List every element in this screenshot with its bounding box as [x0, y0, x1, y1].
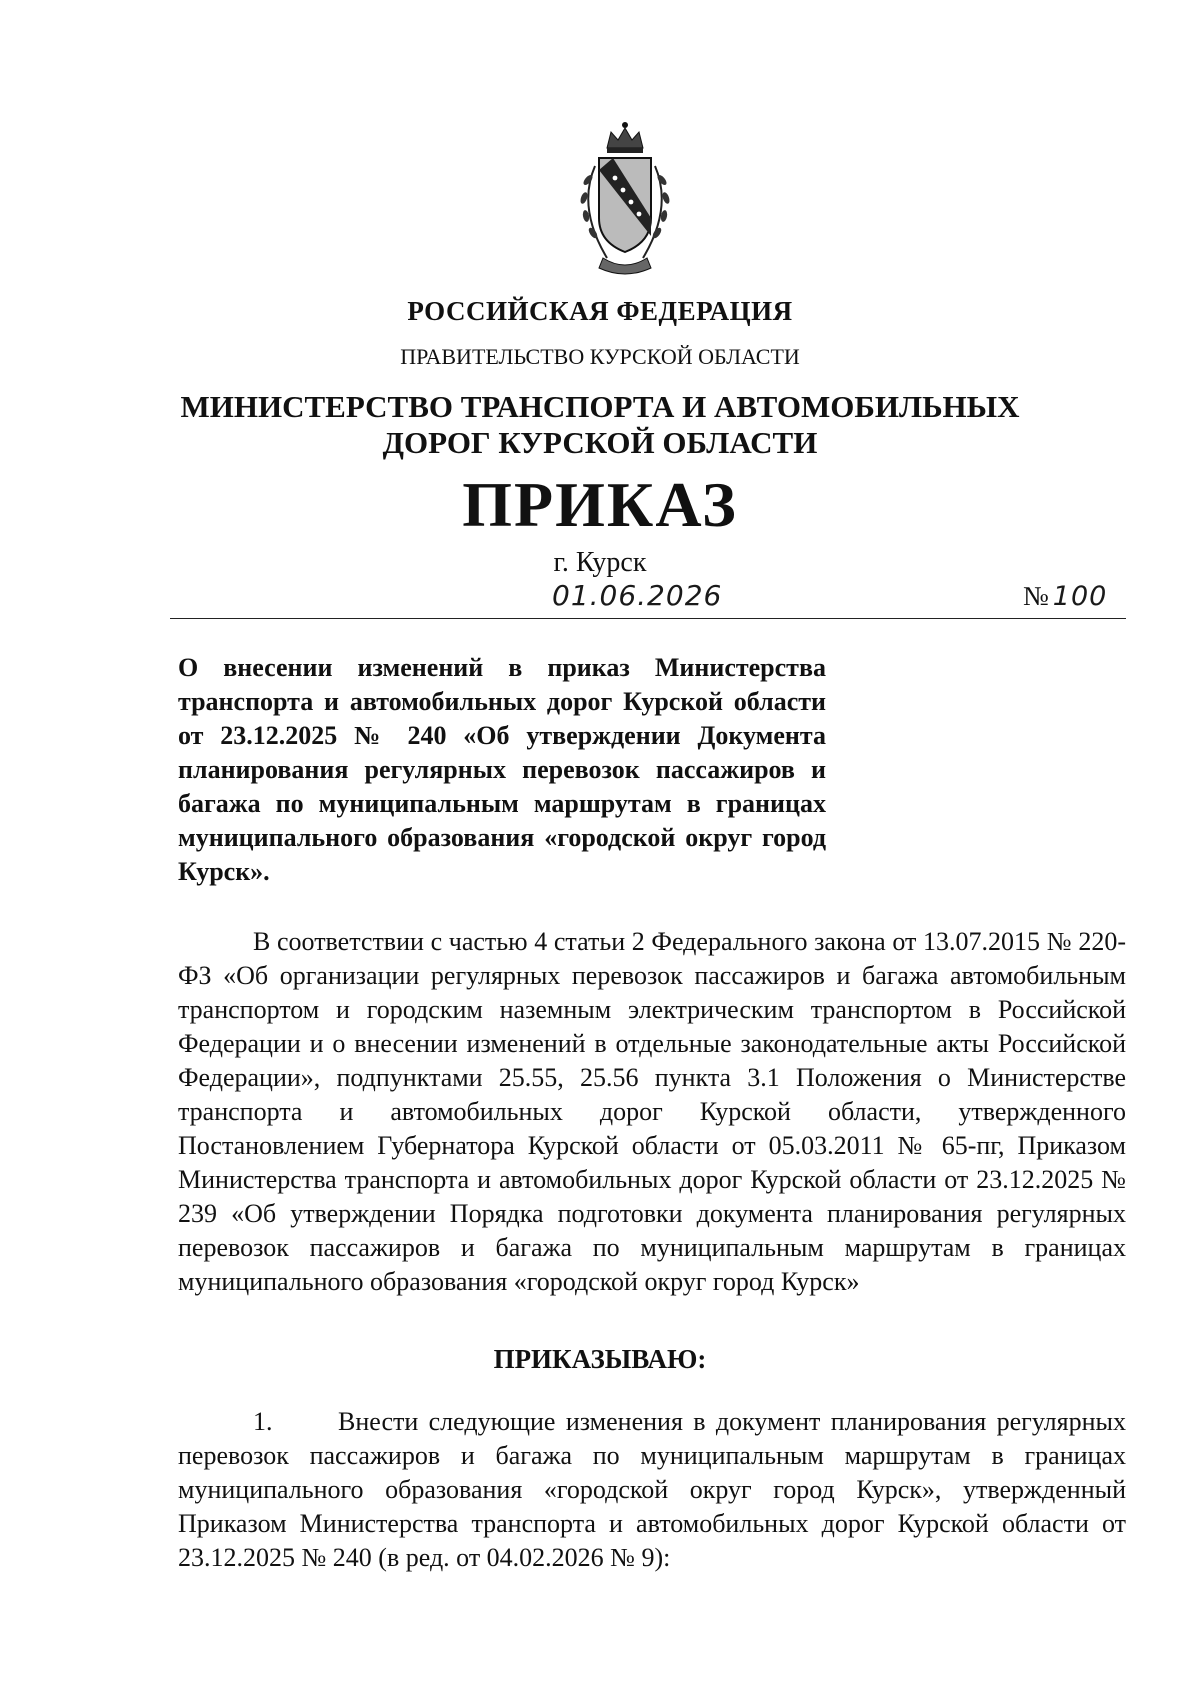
handwritten-date: 01.06.2026: [552, 579, 723, 612]
decree-heading: ПРИКАЗЫВАЮ:: [493, 1344, 707, 1374]
document-number: [1023, 581, 1107, 612]
government-heading: ПРАВИТЕЛЬСТВО КУРСКОЙ ОБЛАСТИ: [400, 344, 800, 369]
federation-heading: РОССИЙСКАЯ ФЕДЕРАЦИЯ: [407, 296, 793, 326]
order-item-text: Внести следующие изменения в документ планирования регулярных перевозок пассажиров и багажа по муниципальным маршрутам в границах муниципального образования «городской округ город Курск», утвержденный Приказом Министерства транспорта и автомобильных дорог Курской области от 23.12.2025 № 240 (в ред. от 04.02.2026 № 9):: [178, 1407, 1126, 1572]
city-label: г. Курск: [553, 547, 647, 578]
handwritten-number: 100: [1052, 581, 1108, 612]
ministry-heading-line-1: МИНИСТЕРСТВО ТРАНСПОРТА И АВТОМОБИЛЬНЫХ: [180, 389, 1020, 424]
order-item: [178, 1405, 1126, 1575]
registration-underline: [170, 618, 1126, 619]
kursk-coat-of-arms-icon: [555, 118, 695, 278]
document-type-title: ПРИКАЗ: [462, 469, 738, 540]
number-sign: №: [1023, 581, 1049, 611]
order-subject: О внесении изменений в приказ Министерства транспорта и автомобильных дорог Курской области от 23.12.2025 № 240 «Об утверждении Документа планирования регулярных перевозок пассажиров и багажа по муниципальным маршрутам в границах муниципального образования «городской округ город Курск».: [178, 653, 826, 886]
preamble-paragraph: В соответствии с частью 4 статьи 2 Федерального закона от 13.07.2015 № 220-ФЗ «Об организации регулярных перевозок пассажиров и багажа автомобильным транспортом и городским наземным электрическим транспортом в Российской Федерации и о внесении изменений в отдельные законодательные акты Российской Федерации», подпунктами 25.55, 25.56 пункта 3.1 Положения о Министерстве транспорта и автомобильных дорог Курской области, утвержденного Постановлением Губернатора Курской области от 05.03.2011 № 65-пг, Приказом Министерства транспорта и автомобильных дорог Курской области от 23.12.2025 № 239 «Об утверждении Порядка подготовки документа планирования регулярных перевозок пассажиров и багажа по муниципальным маршрутам в границах муниципального образования «городской округ город Курск»: [178, 927, 1126, 1296]
order-item-number: 1.: [253, 1407, 273, 1436]
ministry-heading-line-2: ДОРОГ КУРСКОЙ ОБЛАСТИ: [382, 425, 818, 460]
ministry-heading: [0, 389, 1200, 461]
